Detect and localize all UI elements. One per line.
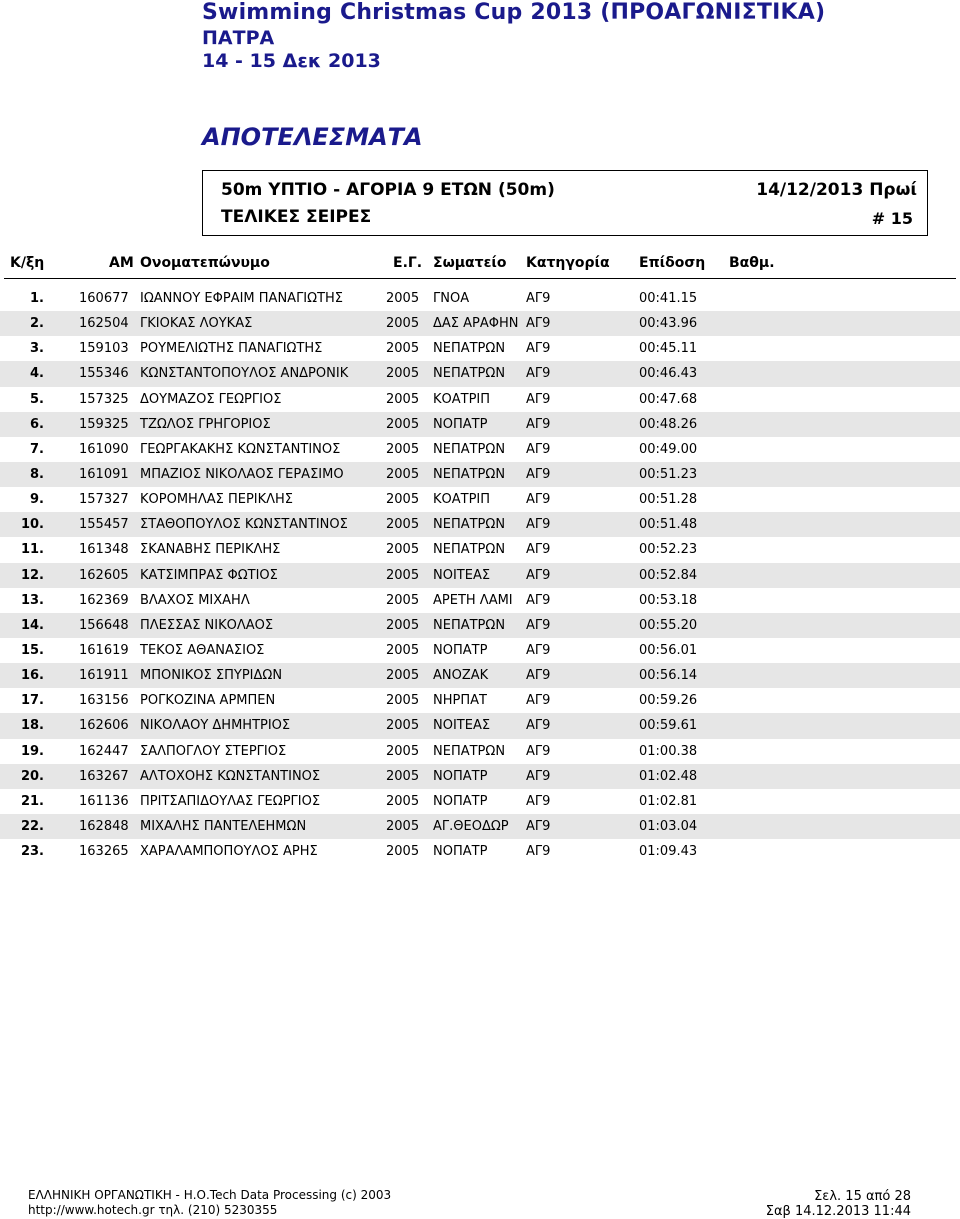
year-cell: 2005: [386, 441, 420, 457]
table-row: [0, 613, 960, 638]
name-cell: ΔΟΥΜΑΖΟΣ ΓΕΩΡΓΙΟΣ: [140, 391, 282, 407]
rank-cell: 14.: [20, 617, 44, 633]
table-row: [0, 688, 960, 713]
am-cell: 162369: [79, 592, 129, 608]
competition-title: Swimming Christmas Cup 2013 (ΠΡΟΑΓΩΝΙΣΤΙΚΑ): [202, 0, 826, 25]
rank-cell: 21.: [20, 793, 44, 809]
category-cell: ΑΓ9: [526, 416, 551, 432]
name-cell: ΓΚΙΟΚΑΣ ΛΟΥΚΑΣ: [140, 316, 253, 332]
club-cell: ΝΕΠΑΤΡΩΝ: [433, 743, 506, 759]
name-cell: ΙΩΑΝΝΟΥ ΕΦΡΑΙΜ ΠΑΝΑΓΙΩΤΗΣ: [140, 291, 344, 306]
am-cell: 159103: [79, 341, 129, 357]
name-cell: ΜΙΧΑΛΗΣ ΠΑΝΤΕΛΕΗΜΩΝ: [140, 818, 307, 834]
rank-cell: 5.: [30, 391, 44, 407]
am-cell: 155457: [79, 517, 129, 533]
category-cell: ΑΓ9: [526, 567, 551, 583]
table-row: [0, 286, 960, 311]
rank-cell: 11.: [20, 542, 44, 558]
event-round: ΤΕΛΙΚΕΣ ΣΕΙΡΕΣ: [221, 207, 372, 227]
event-info-box: [202, 170, 928, 236]
club-cell: ΝΕΠΑΤΡΩΝ: [433, 517, 506, 533]
name-cell: ΣΤΑΘΟΠΟΥΛΟΣ ΚΩΝΣΤΑΝΤΙΝΟΣ: [140, 517, 348, 533]
am-cell: 162606: [79, 718, 129, 734]
year-cell: 2005: [386, 642, 420, 658]
table-row: [0, 839, 960, 864]
category-cell: ΑΓ9: [526, 743, 551, 759]
category-cell: ΑΓ9: [526, 542, 551, 558]
footer-print-datetime: Σαβ 14.12.2013 11:44: [765, 1204, 911, 1219]
club-cell: ΚΟΑΤΡΙΠ: [433, 492, 491, 508]
category-cell: ΑΓ9: [526, 844, 551, 860]
year-cell: 2005: [386, 793, 420, 809]
year-cell: 2005: [386, 341, 420, 357]
club-cell: ΑΝΟΖΑΚ: [433, 668, 489, 684]
category-cell: ΑΓ9: [526, 391, 551, 407]
club-cell: ΝΕΠΑΤΡΩΝ: [433, 366, 506, 382]
club-cell: ΝΟΠΑΤΡ: [433, 768, 488, 784]
footer-page-number: Σελ. 15 από 28: [814, 1189, 911, 1204]
rank-cell: 1.: [30, 291, 44, 306]
time-cell: 00:52.23: [639, 542, 698, 558]
name-cell: ΝΙΚΟΛΑΟΥ ΔΗΜΗΤΡΙΟΣ: [140, 718, 291, 734]
year-cell: 2005: [386, 617, 420, 633]
rank-cell: 6.: [30, 416, 44, 432]
name-cell: ΣΚΑΝΑΒΗΣ ΠΕΡΙΚΛΗΣ: [140, 542, 281, 558]
club-cell: ΚΟΑΤΡΙΠ: [433, 391, 491, 407]
am-cell: 157325: [79, 391, 129, 407]
rank-cell: 18.: [20, 718, 44, 734]
table-row: [0, 789, 960, 814]
year-cell: 2005: [386, 743, 420, 759]
column-header-club: Σωματείο: [433, 255, 507, 271]
results-table: [0, 286, 960, 864]
time-cell: 00:48.26: [639, 416, 698, 432]
event-datetime: 14/12/2013 Πρωί: [756, 180, 917, 200]
am-cell: 162605: [79, 567, 129, 583]
am-cell: 163156: [79, 693, 129, 709]
name-cell: ΠΡΙΤΣΑΠΙΔΟΥΛΑΣ ΓΕΩΡΓΙΟΣ: [140, 793, 321, 809]
category-cell: ΑΓ9: [526, 793, 551, 809]
rank-cell: 2.: [30, 316, 44, 332]
table-row: [0, 387, 960, 412]
am-cell: 161348: [79, 542, 129, 558]
year-cell: 2005: [386, 768, 420, 784]
rank-cell: 3.: [30, 341, 44, 357]
time-cell: 00:59.61: [639, 718, 698, 734]
name-cell: ΡΟΥΜΕΛΙΩΤΗΣ ΠΑΝΑΓΙΩΤΗΣ: [140, 341, 323, 357]
am-cell: 161911: [79, 668, 129, 684]
rank-cell: 17.: [20, 693, 44, 709]
category-cell: ΑΓ9: [526, 466, 551, 482]
name-cell: ΜΠΑΖΙΟΣ ΝΙΚΟΛΑΟΣ ΓΕΡΑΣΙΜΟ: [140, 466, 344, 482]
year-cell: 2005: [386, 416, 420, 432]
name-cell: ΣΑΛΠΟΓΛΟΥ ΣΤΕΡΓΙΟΣ: [140, 743, 287, 759]
rank-cell: 15.: [20, 642, 44, 658]
year-cell: 2005: [386, 567, 420, 583]
am-cell: 162447: [79, 743, 129, 759]
am-cell: 161136: [79, 793, 129, 809]
time-cell: 01:00.38: [639, 743, 698, 759]
time-cell: 00:47.68: [639, 391, 698, 407]
year-cell: 2005: [386, 391, 420, 407]
club-cell: ΑΡΕΤΗ ΛΑΜΙ: [433, 592, 513, 608]
year-cell: 2005: [386, 492, 420, 508]
club-cell: ΔΑΣ ΑΡΑΦΗΝ: [433, 316, 519, 332]
table-row: [0, 739, 960, 764]
column-header-am: ΑΜ: [109, 255, 134, 271]
category-cell: ΑΓ9: [526, 441, 551, 457]
time-cell: 00:46.43: [639, 366, 698, 382]
table-row: [0, 713, 960, 738]
rank-cell: 20.: [20, 768, 44, 784]
year-cell: 2005: [386, 693, 420, 709]
name-cell: ΚΑΤΣΙΜΠΡΑΣ ΦΩΤΙΟΣ: [140, 567, 278, 583]
table-row: [0, 437, 960, 462]
name-cell: ΜΠΟΝΙΚΟΣ ΣΠΥΡΙΔΩΝ: [140, 668, 283, 684]
time-cell: 00:53.18: [639, 592, 698, 608]
table-row: [0, 311, 960, 336]
time-cell: 00:43.96: [639, 316, 698, 332]
section-heading: ΑΠΟΤΕΛΕΣΜΑΤΑ: [202, 123, 423, 151]
club-cell: ΝΟΠΑΤΡ: [433, 793, 488, 809]
am-cell: 161090: [79, 441, 129, 457]
table-row: [0, 512, 960, 537]
rank-cell: 12.: [20, 567, 44, 583]
competition-dates: 14 - 15 Δεκ 2013: [202, 50, 381, 72]
club-cell: ΝΗΡΠΑΤ: [433, 693, 487, 709]
table-row: [0, 638, 960, 663]
category-cell: ΑΓ9: [526, 668, 551, 684]
am-cell: 162848: [79, 818, 129, 834]
category-cell: ΑΓ9: [526, 818, 551, 834]
am-cell: 163267: [79, 768, 129, 784]
column-header-time: Επίδοση: [639, 255, 706, 271]
column-header-points: Βαθμ.: [729, 255, 775, 271]
time-cell: 00:45.11: [639, 341, 698, 357]
am-cell: 157327: [79, 492, 129, 508]
competition-city: ΠΑΤΡΑ: [202, 27, 275, 49]
table-row: [0, 563, 960, 588]
rank-cell: 4.: [30, 366, 44, 382]
name-cell: ΤΕΚΟΣ ΑΘΑΝΑΣΙΟΣ: [140, 642, 265, 658]
am-cell: 155346: [79, 366, 129, 382]
year-cell: 2005: [386, 592, 420, 608]
category-cell: ΑΓ9: [526, 291, 551, 306]
club-cell: ΝΟΙΤΕΑΣ: [433, 718, 491, 734]
am-cell: 162504: [79, 316, 129, 332]
time-cell: 01:09.43: [639, 844, 698, 860]
year-cell: 2005: [386, 718, 420, 734]
table-row: [0, 537, 960, 562]
table-row: [0, 588, 960, 613]
time-cell: 00:49.00: [639, 441, 698, 457]
club-cell: ΑΓ.ΘΕΟΔΩΡ: [433, 818, 509, 834]
rank-cell: 19.: [20, 743, 44, 759]
category-cell: ΑΓ9: [526, 316, 551, 332]
rank-cell: 13.: [20, 592, 44, 608]
am-cell: 156648: [79, 617, 129, 633]
category-cell: ΑΓ9: [526, 718, 551, 734]
name-cell: ΧΑΡΑΛΑΜΠΟΠΟΥΛΟΣ ΑΡΗΣ: [140, 844, 318, 860]
table-row: [0, 412, 960, 437]
column-header-category: Κατηγορία: [526, 255, 610, 271]
header-divider: [4, 278, 956, 279]
name-cell: ΡΟΓΚΟΖΙΝΑ ΑΡΜΠΕΝ: [140, 693, 276, 709]
time-cell: 00:56.14: [639, 668, 698, 684]
time-cell: 00:55.20: [639, 617, 698, 633]
year-cell: 2005: [386, 466, 420, 482]
category-cell: ΑΓ9: [526, 592, 551, 608]
year-cell: 2005: [386, 366, 420, 382]
category-cell: ΑΓ9: [526, 517, 551, 533]
event-name: 50m ΥΠΤΙΟ - ΑΓΟΡΙΑ 9 ΕΤΩΝ (50m): [221, 180, 555, 200]
year-cell: 2005: [386, 844, 420, 860]
table-row: [0, 336, 960, 361]
am-cell: 163265: [79, 844, 129, 860]
club-cell: ΓΝΟΑ: [433, 291, 470, 306]
time-cell: 01:02.48: [639, 768, 698, 784]
category-cell: ΑΓ9: [526, 492, 551, 508]
category-cell: ΑΓ9: [526, 366, 551, 382]
name-cell: ΤΖΩΛΟΣ ΓΡΗΓΟΡΙΟΣ: [140, 416, 271, 432]
event-number: # 15: [871, 209, 913, 228]
category-cell: ΑΓ9: [526, 642, 551, 658]
time-cell: 01:02.81: [639, 793, 698, 809]
club-cell: ΝΕΠΑΤΡΩΝ: [433, 341, 506, 357]
rank-cell: 9.: [30, 492, 44, 508]
club-cell: ΝΕΠΑΤΡΩΝ: [433, 542, 506, 558]
column-header-rank: Κ/ξη: [10, 255, 45, 271]
year-cell: 2005: [386, 818, 420, 834]
name-cell: ΒΛΑΧΟΣ ΜΙΧΑΗΛ: [140, 592, 250, 608]
club-cell: ΝΟΠΑΤΡ: [433, 416, 488, 432]
year-cell: 2005: [386, 517, 420, 533]
time-cell: 00:51.23: [639, 466, 698, 482]
name-cell: ΚΩΝΣΤΑΝΤΟΠΟΥΛΟΣ ΑΝΔΡΟΝΙΚ: [140, 366, 349, 382]
name-cell: ΚΟΡΟΜΗΛΑΣ ΠΕΡΙΚΛΗΣ: [140, 492, 294, 508]
column-header-year: Ε.Γ.: [393, 255, 423, 271]
year-cell: 2005: [386, 291, 420, 306]
rank-cell: 22.: [20, 818, 44, 834]
club-cell: ΝΕΠΑΤΡΩΝ: [433, 466, 506, 482]
time-cell: 00:51.48: [639, 517, 698, 533]
am-cell: 159325: [79, 416, 129, 432]
rank-cell: 8.: [30, 466, 44, 482]
club-cell: ΝΟΠΑΤΡ: [433, 844, 488, 860]
category-cell: ΑΓ9: [526, 617, 551, 633]
time-cell: 00:59.26: [639, 693, 698, 709]
club-cell: ΝΟΙΤΕΑΣ: [433, 567, 491, 583]
table-row: [0, 663, 960, 688]
club-cell: ΝΕΠΑΤΡΩΝ: [433, 441, 506, 457]
am-cell: 160677: [79, 291, 129, 306]
category-cell: ΑΓ9: [526, 768, 551, 784]
time-cell: 00:51.28: [639, 492, 698, 508]
category-cell: ΑΓ9: [526, 693, 551, 709]
year-cell: 2005: [386, 668, 420, 684]
am-cell: 161091: [79, 466, 129, 482]
table-row: [0, 814, 960, 839]
footer-contact: http://www.hotech.gr τηλ. (210) 5230355: [28, 1203, 278, 1217]
year-cell: 2005: [386, 316, 420, 332]
time-cell: 00:52.84: [639, 567, 698, 583]
year-cell: 2005: [386, 542, 420, 558]
table-row: [0, 487, 960, 512]
table-row: [0, 361, 960, 386]
name-cell: ΑΛΤΟΧΟΗΣ ΚΩΝΣΤΑΝΤΙΝΟΣ: [140, 768, 321, 784]
column-header-name: Ονοματεπώνυμο: [140, 255, 270, 271]
table-row: [0, 764, 960, 789]
rank-cell: 23.: [20, 844, 44, 860]
rank-cell: 10.: [20, 517, 44, 533]
table-row: [0, 462, 960, 487]
footer-organization: ΕΛΛΗΝΙΚΗ ΟΡΓΑΝΩΤΙΚΗ - Η.Ο.Tech Data Processing (c) 2003: [28, 1188, 392, 1202]
club-cell: ΝΕΠΑΤΡΩΝ: [433, 617, 506, 633]
rank-cell: 7.: [30, 441, 44, 457]
category-cell: ΑΓ9: [526, 341, 551, 357]
rank-cell: 16.: [20, 668, 44, 684]
time-cell: 00:56.01: [639, 642, 698, 658]
name-cell: ΓΕΩΡΓΑΚΑΚΗΣ ΚΩΝΣΤΑΝΤΙΝΟΣ: [140, 441, 341, 457]
name-cell: ΠΛΕΣΣΑΣ ΝΙΚΟΛΑΟΣ: [140, 617, 274, 633]
time-cell: 00:41.15: [639, 291, 698, 306]
time-cell: 01:03.04: [639, 818, 698, 834]
club-cell: ΝΟΠΑΤΡ: [433, 642, 488, 658]
am-cell: 161619: [79, 642, 129, 658]
